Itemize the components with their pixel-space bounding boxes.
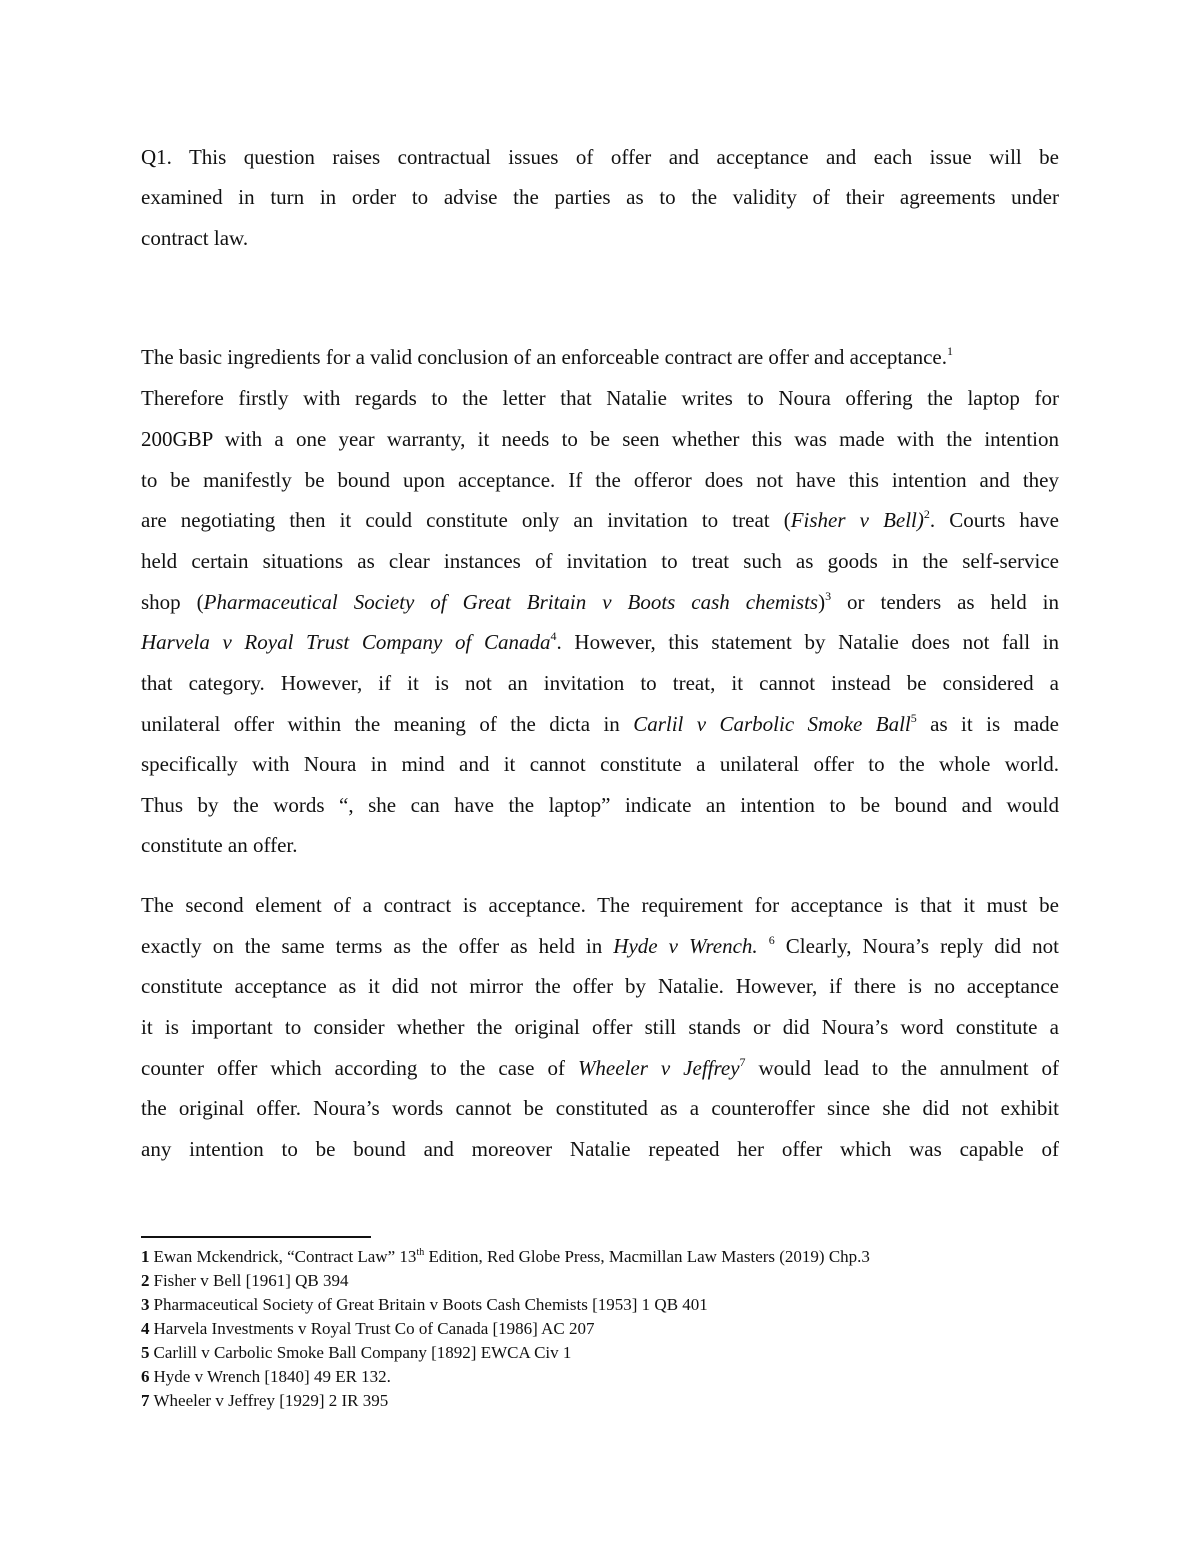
footnote-ref-1: 1 (946, 344, 953, 358)
footnote-ref-3: 3 (825, 589, 832, 603)
p2-line-5: are negotiating then it could constitute only an invitation to treat (Fisher v Bell)$^2$. Courts have (141, 507, 1059, 532)
footnote-3: 3 Pharmaceutical Society of Great Britain v Boots Cash Chemists [1953] 1 QB 401 (141, 1295, 708, 1314)
p2-line-3: 200GBP with a one year warranty, it needs to be seen whether this was made with the intention (141, 427, 1059, 451)
p3-line-4: it is important to consider whether the original offer still stands or did Noura’s word constitute a (141, 1015, 1059, 1039)
p2-line-4: to be manifestly be bound upon acceptance. If the offeror does not have this intention and they (141, 468, 1059, 492)
footnote-ref-2: 2 (923, 507, 930, 521)
footnote-ref-5: 5 (910, 711, 917, 725)
case-fisher-v-bell: Fisher v Bell) (790, 508, 924, 532)
p2-line-10: unilateral offer within the meaning of the dicta in Carlil v Carbolic Smoke Ball$^5$ as it is made (141, 711, 1059, 736)
case-carlil: Carlil v Carbolic Smoke Ball (633, 712, 911, 736)
footnote-ref-4: 4 (550, 629, 557, 643)
footnote-ref-7: 7 (739, 1055, 746, 1069)
p2-line-6: held certain situations as clear instances of invitation to treat such as goods in the self-service (141, 549, 1059, 573)
footnote-ref-6: 6 (768, 933, 775, 947)
case-wheeler-v-jeffrey: Wheeler v Jeffrey (577, 1056, 740, 1080)
case-harvela: Harvela v Royal Trust Company of Canada (141, 630, 551, 654)
case-pharmaceutical-society: Pharmaceutical Society of Great Britain v Boots cash chemists (203, 590, 819, 614)
p2-line-11: specifically with Noura in mind and it cannot constitute a unilateral offer to the whole world. (141, 752, 1059, 776)
p2-line-7: shop (Pharmaceutical Society of Great Britain v Boots cash chemists)$^3$ or tenders as held in (141, 589, 1059, 614)
p2-line-1: The basic ingredients for a valid conclusion of an enforceable contract are offer and acceptance.$^1$ (141, 344, 953, 369)
p2-line-12: Thus by the words “, she can have the laptop” indicate an intention to be bound and would (141, 793, 1059, 817)
footnote-separator (141, 1236, 371, 1238)
p2-line-2: Therefore firstly with regards to the letter that Natalie writes to Noura offering the laptop for (141, 386, 1059, 410)
p2-line-8: Harvela v Royal Trust Company of Canada$^4$. However, this statement by Natalie does not fall in (141, 629, 1060, 654)
case-hyde-v-wrench: Hyde v Wrench. (613, 934, 758, 958)
footnote-1: 1 Ewan Mckendrick, “Contract Law” 13th Edition, Red Globe Press, Macmillan Law Masters (2019) Chp.3 (141, 1247, 870, 1266)
p3-line-2: exactly on the same terms as the offer as held in Hyde v Wrench. $^6$ Clearly, Noura’s reply did not (141, 933, 1060, 958)
footnote-7: 7 Wheeler v Jeffrey [1929] 2 IR 395 (141, 1391, 389, 1410)
p3-line-6: the original offer. Noura’s words cannot be constituted as a counteroffer since she did not exhibit (141, 1096, 1059, 1120)
p3-line-3: constitute acceptance as it did not mirror the offer by Natalie. However, if there is no acceptance (141, 974, 1059, 998)
footnote-2: 2 Fisher v Bell [1961] QB 394 (141, 1271, 349, 1290)
p1-line-1: Q1. This question raises contractual issues of offer and acceptance and each issue will be (141, 145, 1059, 169)
footnote-5: 5 Carlill v Carbolic Smoke Ball Company [1892] EWCA Civ 1 (141, 1343, 572, 1362)
footnote-4: 4 Harvela Investments v Royal Trust Co of Canada [1986] AC 207 (141, 1319, 595, 1338)
p1-line-2: examined in turn in order to advise the parties as to the validity of their agreements under (141, 185, 1059, 209)
p2-line-13: constitute an offer. (141, 833, 298, 857)
p3-line-5: counter offer which according to the case of Wheeler v Jeffrey$^7$ would lead to the annulment of (141, 1055, 1059, 1080)
p3-line-7: any intention to be bound and moreover Natalie repeated her offer which was capable of (141, 1137, 1059, 1161)
p3-line-1: The second element of a contract is acceptance. The requirement for acceptance is that it must be (141, 893, 1059, 917)
p2-line-9: that category. However, if it is not an invitation to treat, it cannot instead be considered a (141, 671, 1059, 695)
p1-line-3: contract law. (141, 226, 249, 250)
footnote-6: 6 Hyde v Wrench [1840] 49 ER 132. (141, 1367, 391, 1386)
